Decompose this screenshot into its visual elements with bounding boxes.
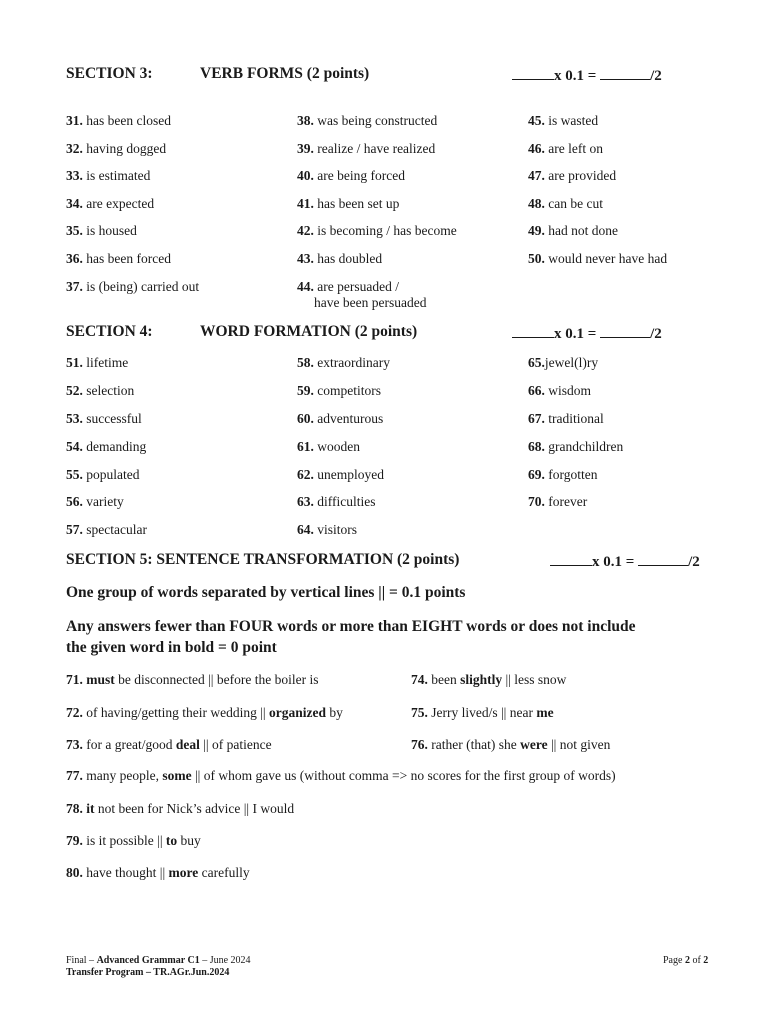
key-word: me	[536, 705, 554, 720]
section3-label: SECTION 3:	[66, 65, 153, 82]
item-answer: was being constructed	[317, 113, 438, 128]
item-number: 52.	[66, 383, 83, 398]
answer-item	[297, 251, 382, 267]
item-number: 49.	[528, 223, 545, 238]
answer-item	[528, 467, 598, 483]
item-number: 74.	[411, 672, 428, 687]
answer-item	[66, 768, 616, 784]
item-number: 64.	[297, 522, 314, 537]
item-number: 62.	[297, 467, 314, 482]
answer-item	[297, 196, 399, 212]
item-number: 57.	[66, 522, 83, 537]
answer-item	[297, 168, 405, 184]
item-number: 54.	[66, 439, 83, 454]
item-number: 50.	[528, 251, 545, 266]
item-number: 35.	[66, 223, 83, 238]
item-answer: carefully	[201, 865, 250, 880]
item-answer: many people,	[86, 768, 159, 783]
item-answer: are being forced	[317, 168, 405, 183]
key-word: more	[168, 865, 199, 880]
item-number: 75.	[411, 705, 428, 720]
item-number: 40.	[297, 168, 314, 183]
score-multiplier: x 0.1 =	[554, 326, 597, 342]
item-answer: difficulties	[317, 494, 376, 509]
footer-exam-title: Final – Advanced Grammar C1 – June 2024	[66, 955, 251, 966]
item-number: 39.	[297, 141, 314, 156]
answer-item	[66, 439, 146, 455]
answer-item	[66, 168, 150, 184]
answer-item	[411, 705, 554, 721]
item-number: 66.	[528, 383, 545, 398]
section4-label: SECTION 4:	[66, 323, 153, 340]
scoring-rule: Any answers fewer than FOUR words or more than EIGHT words or does not include	[66, 618, 636, 635]
item-number: 73.	[66, 737, 83, 752]
answer-item	[411, 672, 566, 688]
footer-program-code: Transfer Program – TR.AGr.Jun.2024	[66, 967, 230, 978]
item-answer: forgotten	[548, 467, 598, 482]
item-answer: of having/getting their wedding ||	[86, 705, 266, 720]
section3-title: VERB FORMS (2 points)	[200, 65, 370, 82]
item-number: 76.	[411, 737, 428, 752]
answer-item	[66, 672, 318, 688]
item-answer: by	[329, 705, 343, 720]
answer-item	[528, 196, 603, 212]
section3-score	[512, 65, 662, 85]
item-number: 69.	[528, 467, 545, 482]
answer-item	[66, 355, 128, 371]
item-number: 38.	[297, 113, 314, 128]
item-answer: been	[431, 672, 457, 687]
item-number: 71.	[66, 672, 83, 687]
answer-item	[528, 439, 623, 455]
answer-item	[66, 279, 199, 295]
item-number: 68.	[528, 439, 545, 454]
score-total: /2	[688, 554, 700, 570]
answer-item	[66, 141, 166, 157]
scoring-rule: One group of words separated by vertical lines || = 0.1 points	[66, 584, 466, 601]
item-number: 51.	[66, 355, 83, 370]
item-number: 79.	[66, 833, 83, 848]
item-number: 58.	[297, 355, 314, 370]
item-number: 78.	[66, 801, 83, 816]
answer-item	[297, 355, 390, 371]
answer-item	[411, 737, 610, 753]
item-number: 55.	[66, 467, 83, 482]
item-answer: competitors	[317, 383, 381, 398]
answer-item	[66, 705, 343, 721]
item-answer: forever	[548, 494, 588, 509]
item-number: 36.	[66, 251, 83, 266]
item-answer: rather (that) she	[431, 737, 517, 752]
key-word: were	[520, 737, 548, 752]
answer-item	[297, 411, 383, 427]
item-number: 43.	[297, 251, 314, 266]
item-answer: visitors	[317, 522, 358, 537]
item-number: 34.	[66, 196, 83, 211]
section5-title: SECTION 5: SENTENCE TRANSFORMATION (2 points)	[66, 551, 460, 568]
answer-item	[297, 494, 376, 510]
item-answer: || not given	[550, 737, 611, 752]
item-answer: is housed	[86, 223, 137, 238]
item-answer: selection	[86, 383, 135, 398]
item-answer: are left on	[548, 141, 603, 156]
answer-item	[66, 494, 124, 510]
item-number: 31.	[66, 113, 83, 128]
answer-item	[297, 439, 360, 455]
item-answer: wooden	[317, 439, 360, 454]
item-number: 60.	[297, 411, 314, 426]
key-word: organized	[269, 705, 326, 720]
answer-item	[528, 411, 604, 427]
item-answer: demanding	[86, 439, 147, 454]
answer-item	[297, 113, 437, 129]
item-answer: realize / have realized	[317, 141, 436, 156]
key-word: to	[165, 833, 178, 848]
answer-item	[66, 411, 142, 427]
score-blank[interactable]	[512, 323, 554, 338]
item-number: 72.	[66, 705, 83, 720]
item-number: 61.	[297, 439, 314, 454]
answer-item	[66, 865, 250, 881]
item-answer: || of whom gave us (without comma => no scores for the first group of words)	[194, 768, 616, 783]
score-result-blank[interactable]	[638, 551, 688, 566]
item-number: 41.	[297, 196, 314, 211]
answer-item	[297, 522, 357, 538]
item-answer: Jerry lived/s || near	[431, 705, 533, 720]
answer-item	[66, 383, 134, 399]
item-answer: can be cut	[548, 196, 603, 211]
item-number: 70.	[528, 494, 545, 509]
answer-item	[528, 494, 587, 510]
answer-item	[66, 801, 294, 817]
item-answer: have thought ||	[86, 865, 166, 880]
item-number: 56.	[66, 494, 83, 509]
section4-title: WORD FORMATION (2 points)	[200, 323, 418, 340]
item-number: 42.	[297, 223, 314, 238]
item-number: 63.	[297, 494, 314, 509]
item-answer: has been set up	[317, 196, 400, 211]
item-answer: are provided	[548, 168, 617, 183]
answer-item	[528, 113, 598, 129]
item-answer: jewel(l)ry	[544, 355, 599, 370]
item-answer: extraordinary	[317, 355, 390, 370]
item-number: 59.	[297, 383, 314, 398]
score-total: /2	[650, 68, 662, 84]
item-number: 48.	[528, 196, 545, 211]
answer-item	[66, 196, 154, 212]
answer-item	[297, 467, 384, 483]
item-answer: || less snow	[505, 672, 567, 687]
item-number: 32.	[66, 141, 83, 156]
item-answer: populated	[86, 467, 140, 482]
section5-score	[550, 551, 700, 571]
item-answer: unemployed	[317, 467, 384, 482]
item-answer: be disconnected || before the boiler is	[118, 672, 319, 687]
item-answer: has been forced	[86, 251, 171, 266]
answer-item	[66, 251, 171, 267]
item-answer: would never have had	[548, 251, 668, 266]
item-answer: is (being) carried out	[86, 279, 200, 294]
score-result-blank[interactable]	[600, 65, 650, 80]
page-number: Page 2 of 2	[663, 955, 709, 966]
item-number: 33.	[66, 168, 83, 183]
answer-item	[528, 251, 667, 267]
answer-item	[66, 833, 201, 849]
item-number: 45.	[528, 113, 545, 128]
item-answer: wisdom	[548, 383, 592, 398]
item-number: 77.	[66, 768, 83, 783]
item-answer: adventurous	[317, 411, 384, 426]
score-result-blank[interactable]	[600, 323, 650, 338]
item-answer: had not done	[548, 223, 618, 238]
answer-item	[297, 141, 435, 157]
answer-item	[66, 467, 140, 483]
item-answer: spectacular	[86, 522, 147, 537]
item-answer: has been closed	[86, 113, 171, 128]
item-answer: || of patience	[203, 737, 272, 752]
answer-item	[66, 113, 171, 129]
item-answer: buy	[180, 833, 201, 848]
item-answer: having dogged	[86, 141, 167, 156]
key-word: slightly	[460, 672, 503, 687]
answer-item	[66, 737, 272, 753]
item-answer: is estimated	[86, 168, 151, 183]
answer-item	[528, 141, 603, 157]
key-word: it	[86, 801, 95, 816]
item-number: 44.	[297, 279, 314, 294]
key-word: must	[86, 672, 115, 687]
answer-item	[297, 383, 381, 399]
item-answer: is it possible ||	[86, 833, 163, 848]
answer-item	[528, 383, 591, 399]
answer-item	[297, 223, 457, 239]
item-answer: is wasted	[548, 113, 599, 128]
item-answer-continued: have been persuaded	[314, 295, 427, 310]
item-number: 46.	[528, 141, 545, 156]
item-answer: traditional	[548, 411, 604, 426]
score-multiplier: x 0.1 =	[554, 68, 597, 84]
item-answer: not been for Nick’s advice || I would	[97, 801, 295, 816]
key-word: deal	[175, 737, 200, 752]
scoring-rule: the given word in bold = 0 point	[66, 639, 277, 656]
item-answer: variety	[86, 494, 124, 509]
item-number: 47.	[528, 168, 545, 183]
item-answer: grandchildren	[548, 439, 624, 454]
item-answer: lifetime	[86, 355, 129, 370]
item-number: 53.	[66, 411, 83, 426]
item-number: 67.	[528, 411, 545, 426]
item-answer: are persuaded /	[317, 279, 399, 294]
item-answer: successful	[86, 411, 142, 426]
answer-item	[297, 279, 399, 295]
score-blank[interactable]	[550, 551, 592, 566]
score-multiplier: x 0.1 =	[592, 554, 635, 570]
score-total: /2	[650, 326, 662, 342]
answer-item	[528, 168, 616, 184]
answer-item	[66, 223, 137, 239]
answer-item	[528, 355, 598, 371]
item-answer: for a great/good	[86, 737, 173, 752]
item-answer: has doubled	[317, 251, 383, 266]
answer-item	[528, 223, 618, 239]
answer-item	[66, 522, 147, 538]
key-word: some	[162, 768, 192, 783]
item-answer: are expected	[86, 196, 155, 211]
section4-score	[512, 323, 662, 343]
score-blank[interactable]	[512, 65, 554, 80]
item-number: 65.	[528, 355, 545, 370]
item-number: 80.	[66, 865, 83, 880]
item-number: 37.	[66, 279, 83, 294]
item-answer: is becoming / has become	[317, 223, 457, 238]
